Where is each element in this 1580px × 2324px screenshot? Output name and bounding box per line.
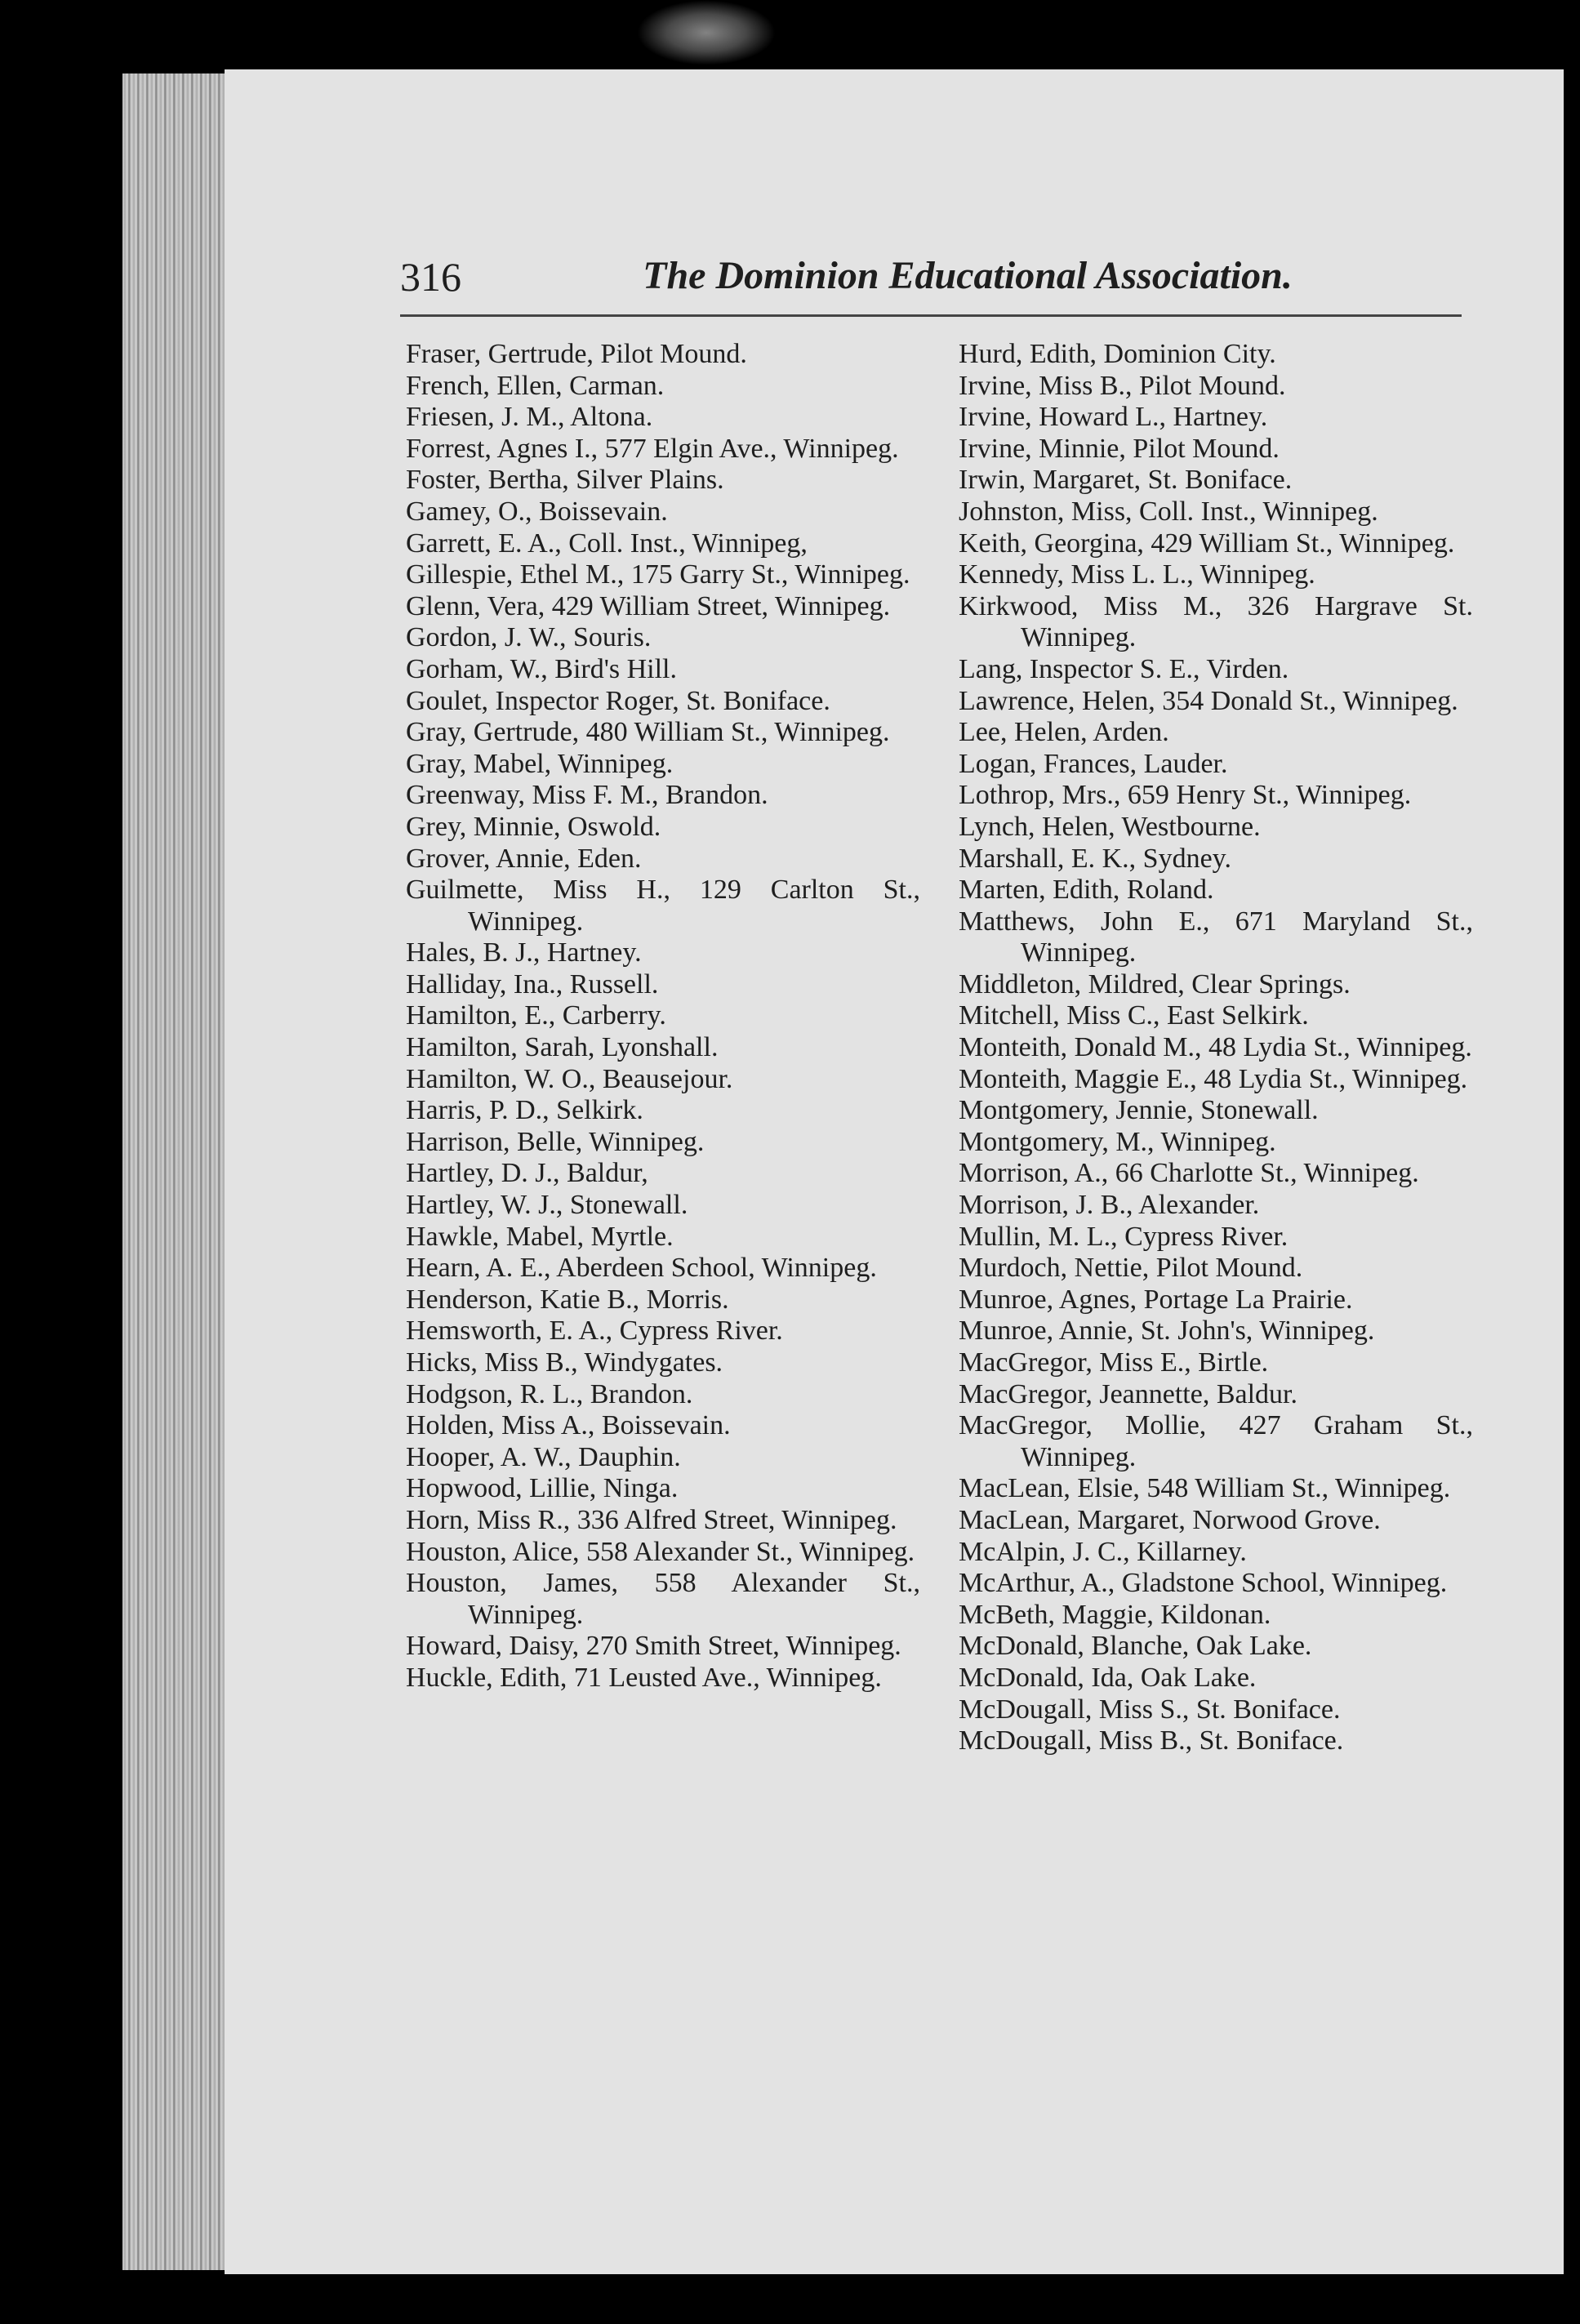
- scan-artifact: [637, 0, 776, 65]
- right-column: [959, 339, 1473, 1757]
- directory-entry: Hamilton, W. O., Beausejour.: [406, 1063, 733, 1094]
- directory-entry: Gray, Mabel, Winnipeg.: [406, 748, 674, 779]
- directory-entry: Hurd, Edith, Dominion City.: [959, 339, 1276, 369]
- directory-entry: Harris, P. D., Selkirk.: [406, 1095, 643, 1126]
- directory-entry: Marten, Edith, Roland.: [959, 875, 1214, 906]
- directory-entry: Lee, Helen, Arden.: [959, 717, 1169, 748]
- directory-entry: Logan, Frances, Lauder.: [959, 748, 1228, 779]
- directory-entry: Glenn, Vera, 429 William Street, Winnipeg.: [406, 590, 891, 621]
- directory-entry: MacLean, Elsie, 548 William St., Winnipeg.: [959, 1473, 1451, 1504]
- directory-entry: Montgomery, Jennie, Stonewall.: [959, 1095, 1319, 1126]
- directory-entry: Middleton, Mildred, Clear Springs.: [959, 968, 1351, 999]
- directory-entry: Irvine, Miss B., Pilot Mound.: [959, 370, 1286, 401]
- directory-entry: Guilmette, Miss H., 129 Carlton St., Winnipeg.: [406, 875, 920, 937]
- directory-entry: McDonald, Ida, Oak Lake.: [959, 1662, 1257, 1693]
- page-header: [400, 253, 1437, 318]
- directory-entry: Kirkwood, Miss M., 326 Hargrave St. Winnipeg.: [959, 590, 1473, 653]
- directory-entry: Montgomery, M., Winnipeg.: [959, 1126, 1276, 1157]
- directory-entry: Hartley, W. J., Stonewall.: [406, 1190, 688, 1221]
- directory-entry: Hemsworth, E. A., Cypress River.: [406, 1316, 783, 1347]
- directory-entry: Hartley, D. J., Baldur,: [406, 1158, 648, 1189]
- directory-entry: Huckle, Edith, 71 Leusted Ave., Winnipeg.: [406, 1662, 882, 1693]
- directory-entry: Hooper, A. W., Dauphin.: [406, 1441, 681, 1472]
- directory-entry: Hearn, A. E., Aberdeen School, Winnipeg.: [406, 1253, 877, 1284]
- directory-entry: Horn, Miss R., 336 Alfred Street, Winnipeg.: [406, 1504, 897, 1535]
- directory-entry: French, Ellen, Carman.: [406, 370, 665, 401]
- directory-entry: Harrison, Belle, Winnipeg.: [406, 1126, 705, 1157]
- page-number: 316: [400, 254, 461, 300]
- directory-entry: Holden, Miss A., Boissevain.: [406, 1410, 731, 1441]
- directory-entry: McDougall, Miss B., St. Boniface.: [959, 1725, 1344, 1756]
- book-spine: [122, 73, 237, 2270]
- directory-entry: Lynch, Helen, Westbourne.: [959, 811, 1261, 842]
- directory-entry: Foster, Bertha, Silver Plains.: [406, 465, 724, 496]
- directory-entry: Mitchell, Miss C., East Selkirk.: [959, 1000, 1309, 1031]
- left-column: [406, 339, 920, 1694]
- directory-entry: McAlpin, J. C., Killarney.: [959, 1536, 1247, 1567]
- directory-entry: Keith, Georgina, 429 William St., Winnipeg.: [959, 528, 1455, 559]
- directory-entry: MacGregor, Jeannette, Baldur.: [959, 1378, 1297, 1409]
- directory-entry: Lothrop, Mrs., 659 Henry St., Winnipeg.: [959, 780, 1412, 811]
- running-title: The Dominion Educational Association.: [643, 254, 1293, 297]
- directory-entry: Hales, B. J., Hartney.: [406, 937, 642, 968]
- directory-entry: Kennedy, Miss L. L., Winnipeg.: [959, 559, 1315, 590]
- directory-entry: Hawkle, Mabel, Myrtle.: [406, 1221, 674, 1252]
- directory-entry: Munroe, Annie, St. John's, Winnipeg.: [959, 1316, 1375, 1347]
- directory-entry: Fraser, Gertrude, Pilot Mound.: [406, 339, 747, 369]
- directory-entry: Gillespie, Ethel M., 175 Garry St., Winnipeg.: [406, 559, 910, 590]
- directory-entry: Matthews, John E., 671 Maryland St., Winnipeg.: [959, 906, 1473, 968]
- directory-entry: Grey, Minnie, Oswold.: [406, 811, 661, 842]
- directory-entry: Gorham, W., Bird's Hill.: [406, 653, 677, 684]
- directory-entry: Irvine, Howard L., Hartney.: [959, 402, 1268, 433]
- directory-entry: Monteith, Donald M., 48 Lydia St., Winnipeg.: [959, 1032, 1472, 1063]
- directory-entry: Henderson, Katie B., Morris.: [406, 1284, 729, 1315]
- directory-entry: Grover, Annie, Eden.: [406, 843, 642, 874]
- directory-entry: Gordon, J. W., Souris.: [406, 622, 652, 653]
- directory-entry: Mullin, M. L., Cypress River.: [959, 1221, 1288, 1252]
- directory-entry: Munroe, Agnes, Portage La Prairie.: [959, 1284, 1353, 1315]
- directory-entry: Hicks, Miss B., Windygates.: [406, 1347, 723, 1378]
- directory-entry: Johnston, Miss, Coll. Inst., Winnipeg.: [959, 496, 1378, 527]
- directory-entry: Garrett, E. A., Coll. Inst., Winnipeg,: [406, 528, 808, 559]
- book-page: [225, 69, 1564, 2274]
- directory-entry: Murdoch, Nettie, Pilot Mound.: [959, 1253, 1303, 1284]
- directory-entry: Morrison, J. B., Alexander.: [959, 1190, 1260, 1221]
- directory-entry: McArthur, A., Gladstone School, Winnipeg.: [959, 1568, 1448, 1599]
- directory-entry: McDougall, Miss S., St. Boniface.: [959, 1694, 1341, 1725]
- directory-entry: Howard, Daisy, 270 Smith Street, Winnipeg.: [406, 1631, 901, 1662]
- directory-entry: Monteith, Maggie E., 48 Lydia St., Winnipeg.: [959, 1063, 1468, 1094]
- directory-entry: Marshall, E. K., Sydney.: [959, 843, 1231, 874]
- directory-entry: Lang, Inspector S. E., Virden.: [959, 653, 1289, 684]
- directory-entry: Gamey, O., Boissevain.: [406, 496, 668, 527]
- directory-entry: Hodgson, R. L., Brandon.: [406, 1378, 693, 1409]
- directory-entry: Goulet, Inspector Roger, St. Boniface.: [406, 685, 830, 716]
- directory-entry: Gray, Gertrude, 480 William St., Winnipeg.: [406, 717, 890, 748]
- directory-entry: Houston, James, 558 Alexander St., Winnipeg.: [406, 1568, 920, 1630]
- directory-entry: MacGregor, Mollie, 427 Graham St., Winnipeg.: [959, 1410, 1473, 1472]
- directory-entry: MacLean, Margaret, Norwood Grove.: [959, 1504, 1381, 1535]
- directory-entry: Morrison, A., 66 Charlotte St., Winnipeg.: [959, 1158, 1419, 1189]
- directory-entry: Lawrence, Helen, 354 Donald St., Winnipeg.: [959, 685, 1458, 716]
- directory-entry: MacGregor, Miss E., Birtle.: [959, 1347, 1269, 1378]
- directory-entry: Friesen, J. M., Altona.: [406, 402, 653, 433]
- directory-entry: Irvine, Minnie, Pilot Mound.: [959, 433, 1280, 464]
- directory-entry: Hamilton, E., Carberry.: [406, 1000, 666, 1031]
- directory-entry: Hopwood, Lillie, Ninga.: [406, 1473, 679, 1504]
- directory-entry: McDonald, Blanche, Oak Lake.: [959, 1631, 1312, 1662]
- header-rule: [400, 314, 1462, 317]
- directory-entry: McBeth, Maggie, Kildonan.: [959, 1599, 1271, 1630]
- directory-entry: Greenway, Miss F. M., Brandon.: [406, 780, 768, 811]
- directory-entry: Irwin, Margaret, St. Boniface.: [959, 465, 1293, 496]
- directory-entry: Houston, Alice, 558 Alexander St., Winnipeg.: [406, 1536, 915, 1567]
- directory-entry: Halliday, Ina., Russell.: [406, 968, 659, 999]
- directory-entry: Hamilton, Sarah, Lyonshall.: [406, 1032, 719, 1063]
- directory-entry: Forrest, Agnes I., 577 Elgin Ave., Winnipeg.: [406, 433, 899, 464]
